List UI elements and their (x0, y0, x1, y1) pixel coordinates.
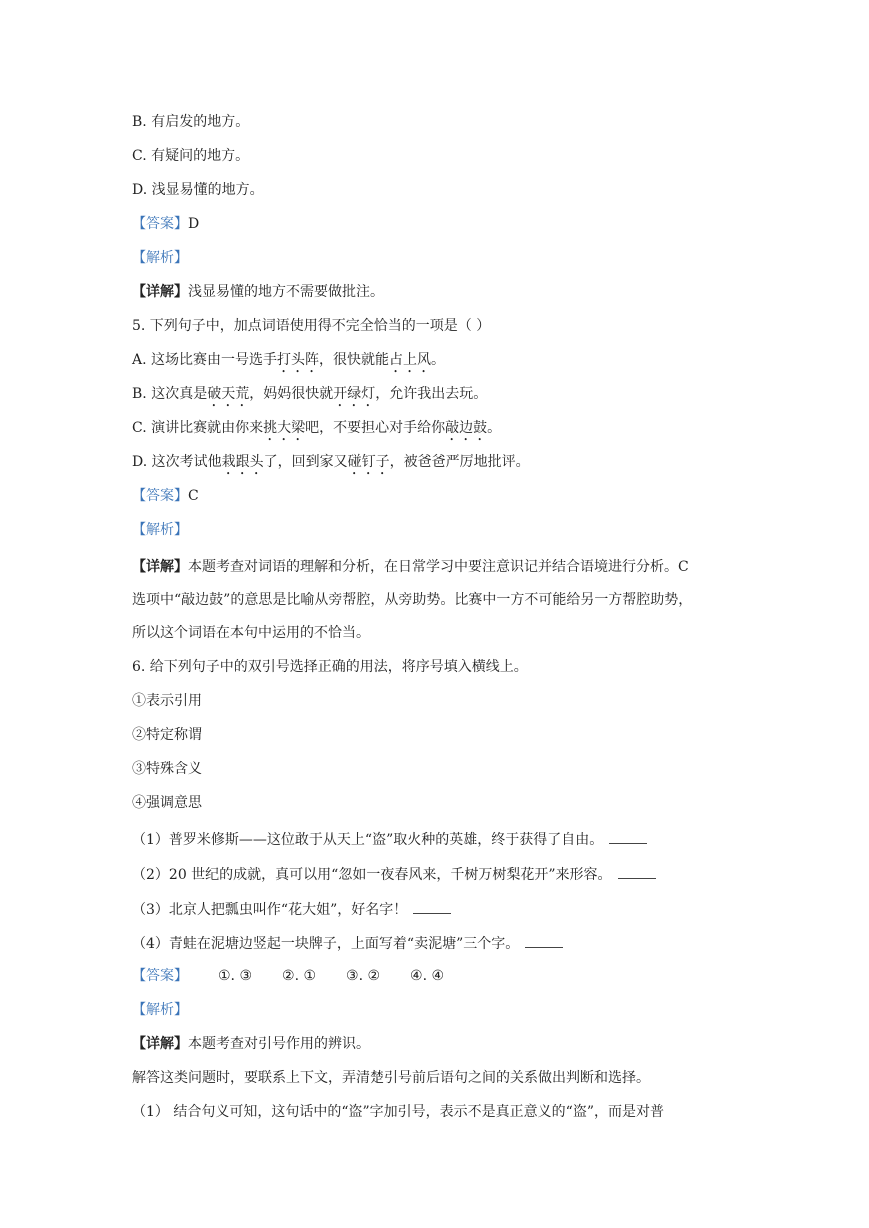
q5-option-c (132, 418, 501, 438)
q4-analysis-tag: 【解析】 (132, 250, 188, 266)
option-text: 。 (431, 352, 446, 368)
q6-option-1: ①表示引用 (132, 693, 202, 709)
answer-item: ②. ① (282, 968, 317, 984)
detail-text: 浅显易懂的地方不需要做批注。 (188, 284, 384, 300)
answer-tag: 【答案】 (132, 216, 188, 232)
q5-option-b (132, 384, 487, 404)
q6-answer (132, 966, 444, 986)
q6-detail-line-3: （1） 结合句义可知，这句话中的“盗”字加引号，表示不是真正意义的“盗”，而是对普 (132, 1104, 664, 1120)
sentence-text: （4）青蛙在泥塘边竖起一块牌子，上面写着“卖泥塘”三个字。 (132, 936, 520, 952)
q5-analysis-tag: 【解析】 (132, 522, 188, 538)
answer-tag: 【答案】 (132, 488, 188, 504)
answer-item: ③. ② (346, 968, 381, 984)
q6-analysis-tag: 【解析】 (132, 1002, 188, 1018)
option-text: D. 这次考试他 (132, 454, 222, 470)
option-text: 吧，不要担心对手给你 (305, 420, 446, 436)
q6-option-2: ②特定称谓 (132, 727, 202, 743)
q6-sentence-3 (132, 899, 451, 919)
q5-option-d (132, 452, 530, 472)
q4-option-d: D. 浅显易懂的地方。 (132, 182, 264, 198)
q6-sentence-1 (132, 829, 647, 849)
answer-value: C (188, 488, 199, 504)
option-text: ，很快就能 (319, 352, 390, 368)
answer-item: ④. ④ (410, 968, 445, 984)
answer-blank[interactable] (618, 864, 656, 879)
q4-answer (132, 214, 199, 234)
q4-option-c: C. 有疑问的地方。 (132, 148, 250, 164)
dotted-word: 碰钉子 (347, 454, 390, 470)
q5-stem: 5. 下列句子中，加点词语使用得不完全恰当的一项是（ ） (132, 318, 491, 334)
q5-answer (132, 486, 199, 506)
option-text: B. 这次真是 (132, 386, 208, 402)
dotted-word: 占上风 (389, 352, 432, 368)
q6-sentence-2 (132, 864, 656, 884)
dotted-word: 敲边鼓 (445, 420, 488, 436)
detail-tag: 【详解】 (132, 559, 188, 575)
q6-stem: 6. 给下列句子中的双引号选择正确的用法，将序号填入横线上。 (132, 659, 528, 675)
answer-item: ①. ③ (218, 968, 253, 984)
q6-detail-line-2: 解答这类问题时，要联系上下文，弄清楚引号前后语句之间的关系做出判断和选择。 (132, 1070, 650, 1086)
q6-detail-line-1 (132, 1034, 370, 1054)
dotted-word: 开绿灯 (333, 386, 376, 402)
option-text: ，妈妈很快就 (249, 386, 334, 402)
q5-detail-line-3: 所以这个词语在本句中运用的不恰当。 (132, 625, 370, 641)
option-text: ，被爸爸严厉地批评。 (389, 454, 530, 470)
detail-tag: 【详解】 (132, 284, 188, 300)
option-text: 了，回到家又 (263, 454, 348, 470)
q5-option-a (132, 350, 445, 370)
option-text: A. 这场比赛由一号选手 (132, 352, 278, 368)
detail-text: 本题考查对词语的理解和分析，在日常学习中要注意识记并结合语境进行分析。C (188, 559, 689, 575)
dotted-word: 挑大梁 (263, 420, 306, 436)
sentence-text: （3）北京人把瓢虫叫作“花大姐”，好名字！ (132, 902, 408, 918)
option-text: 。 (487, 420, 502, 436)
q4-option-b: B. 有启发的地方。 (132, 114, 250, 130)
sentence-text: （1）普罗米修斯——这位敢于从天上“盗”取火种的英雄，终于获得了自由。 (132, 832, 604, 848)
dotted-word: 破天荒 (207, 386, 250, 402)
answer-blank[interactable] (609, 829, 647, 844)
dotted-word: 栽跟头 (221, 454, 264, 470)
q6-sentence-4 (132, 933, 563, 953)
q5-detail-line-1 (132, 557, 689, 577)
q5-detail-line-2: 选项中“敲边鼓”的意思是比喻从旁帮腔，从旁助势。比赛中一方不可能给另一方帮腔助势， (132, 592, 693, 608)
option-text: C. 演讲比赛就由你来 (132, 420, 264, 436)
option-text: ，允许我出去玩。 (375, 386, 488, 402)
answer-blank[interactable] (413, 899, 451, 914)
detail-text: 本题考查对引号作用的辨识。 (188, 1036, 370, 1052)
answer-blank[interactable] (525, 933, 563, 948)
q6-option-4: ④强调意思 (132, 795, 202, 811)
dotted-word: 打头阵 (277, 352, 320, 368)
detail-tag: 【详解】 (132, 1036, 188, 1052)
q6-option-3: ③特殊含义 (132, 761, 202, 777)
sentence-text: （2）20 世纪的成就，真可以用“忽如一夜春风来，千树万树梨花开”来形容。 (132, 867, 612, 883)
answer-tag: 【答案】 (132, 968, 188, 984)
answer-value: D (188, 216, 200, 232)
q4-detail (132, 282, 384, 302)
